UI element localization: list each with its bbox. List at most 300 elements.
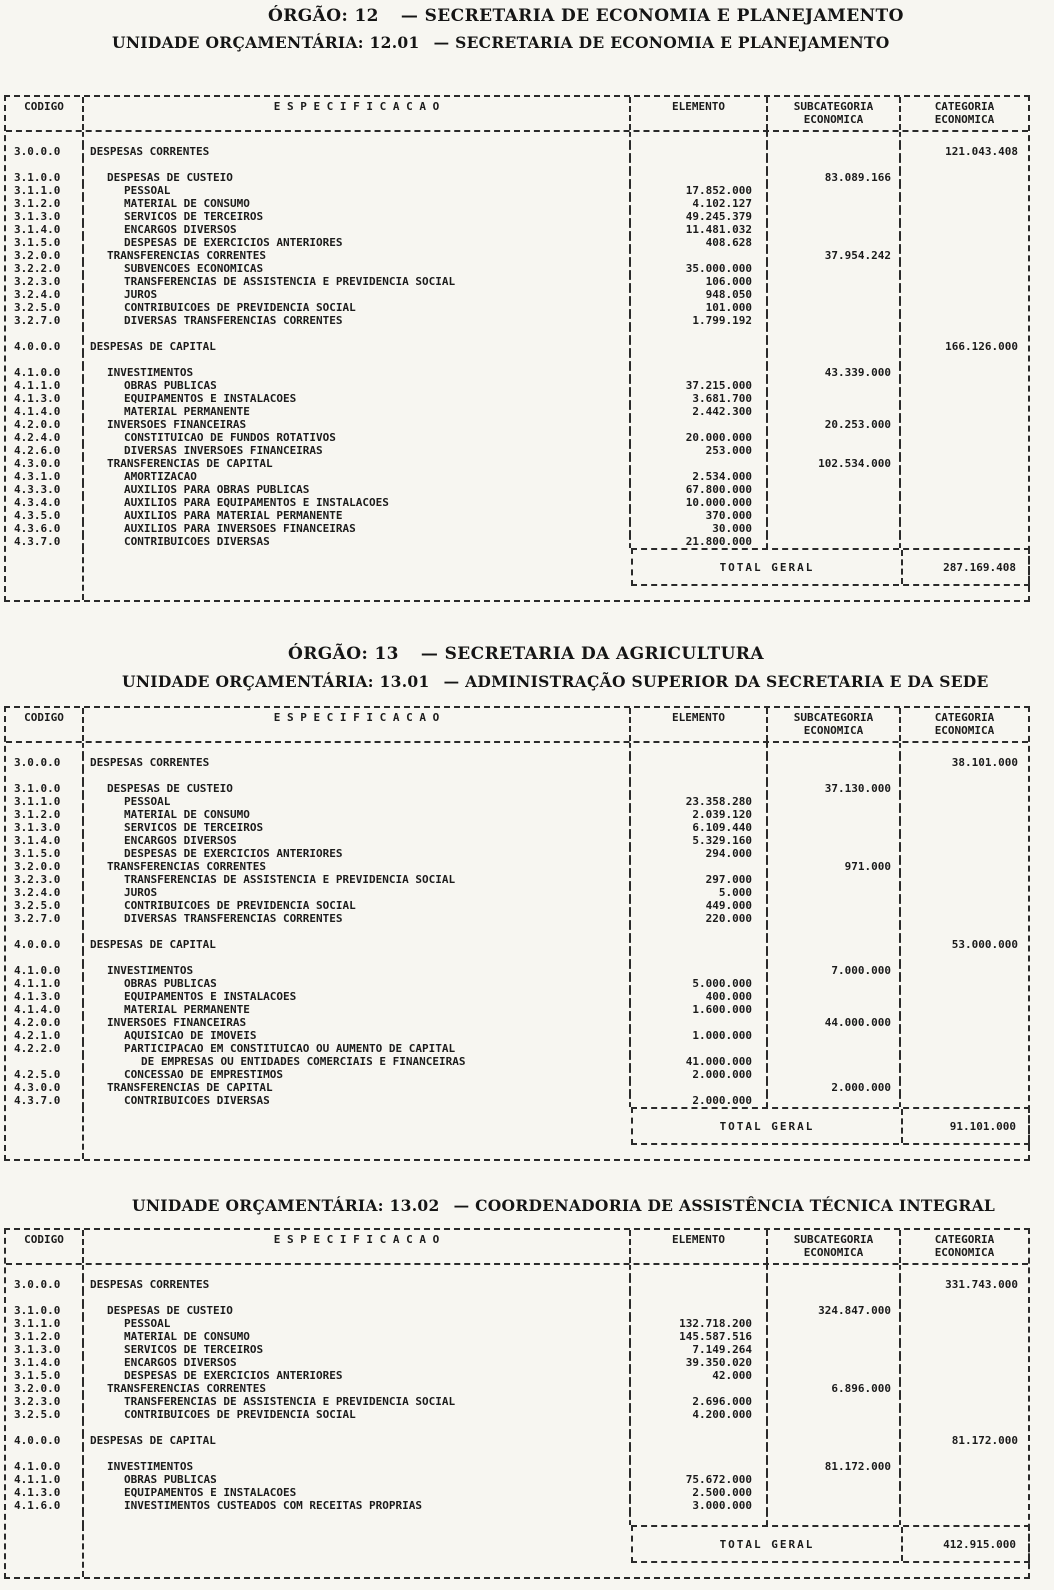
row-categoria xyxy=(899,990,1028,1003)
row-categoria xyxy=(899,184,1028,197)
table-row xyxy=(6,1395,1028,1408)
row-especificacao: TRANSFERENCIAS DE ASSISTENCIA E PREVIDENCIA SOCIAL xyxy=(82,275,629,288)
row-code: 4.1.4.0 xyxy=(14,405,61,418)
table1-foot xyxy=(6,548,1028,600)
row-especificacao: ENCARGOS DIVERSOS xyxy=(82,1356,629,1369)
table-row xyxy=(6,288,1028,301)
row-code: 4.1.3.0 xyxy=(14,392,61,405)
row-subcategoria xyxy=(766,132,899,145)
row-categoria xyxy=(899,886,1028,899)
row-code: 3.1.3.0 xyxy=(14,821,61,834)
row-categoria xyxy=(899,1304,1028,1317)
table-row xyxy=(6,1068,1028,1081)
row-categoria xyxy=(899,1068,1028,1081)
table-row xyxy=(6,743,1028,756)
row-code: 4.1.0.0 xyxy=(14,964,61,977)
table-row xyxy=(6,899,1028,912)
row-elemento: 2.039.120 xyxy=(629,808,766,821)
row-especificacao: AUXILIOS PARA INVERSOES FINANCEIRAS xyxy=(82,522,629,535)
row-especificacao: MATERIAL DE CONSUMO xyxy=(82,197,629,210)
row-subcategoria: 81.172.000 xyxy=(766,1460,899,1473)
row-categoria xyxy=(899,1395,1028,1408)
row-especificacao: INVERSOES FINANCEIRAS xyxy=(82,1016,629,1029)
row-elemento: 5.329.160 xyxy=(629,834,766,847)
row-categoria xyxy=(899,1081,1028,1094)
row-subcategoria: 2.000.000 xyxy=(766,1081,899,1094)
row-categoria xyxy=(899,925,1028,938)
row-subcategoria xyxy=(766,535,899,548)
column-header-subcategoria: SUBCATEGORIA ECONOMICA xyxy=(766,97,899,130)
row-categoria xyxy=(899,444,1028,457)
row-elemento: 400.000 xyxy=(629,990,766,1003)
table-row xyxy=(6,171,1028,184)
row-code: 3.0.0.0 xyxy=(14,1278,61,1291)
row-categoria xyxy=(899,1343,1028,1356)
row-especificacao xyxy=(82,132,629,145)
row-subcategoria xyxy=(766,184,899,197)
row-code: 3.1.3.0 xyxy=(14,210,61,223)
row-categoria xyxy=(899,288,1028,301)
row-especificacao: DIVERSAS TRANSFERENCIAS CORRENTES xyxy=(82,912,629,925)
row-especificacao xyxy=(82,1265,629,1278)
table-row xyxy=(6,1421,1028,1434)
row-elemento xyxy=(629,1304,766,1317)
row-elemento xyxy=(629,158,766,171)
table3-total-box xyxy=(631,1525,1030,1563)
table-row xyxy=(6,158,1028,171)
row-categoria: 121.043.408 xyxy=(899,145,1028,158)
table-row xyxy=(6,327,1028,340)
table-row xyxy=(6,834,1028,847)
row-categoria xyxy=(899,132,1028,145)
section3-unidade-label: UNIDADE ORÇAMENTÁRIA: 13.02 xyxy=(132,1196,440,1215)
row-code: 4.0.0.0 xyxy=(14,938,61,951)
column-header-elemento: ELEMENTO xyxy=(629,1230,766,1263)
row-code: 4.3.7.0 xyxy=(14,1094,61,1107)
row-especificacao xyxy=(82,925,629,938)
table-row xyxy=(6,444,1028,457)
row-especificacao: DESPESAS DE EXERCICIOS ANTERIORES xyxy=(82,236,629,249)
row-elemento: 2.534.000 xyxy=(629,470,766,483)
row-especificacao xyxy=(82,353,629,366)
column-header-elemento: ELEMENTO xyxy=(629,708,766,741)
row-categoria xyxy=(899,1369,1028,1382)
row-elemento: 132.718.200 xyxy=(629,1317,766,1330)
row-code: 4.1.1.0 xyxy=(14,977,61,990)
row-categoria xyxy=(899,964,1028,977)
row-elemento xyxy=(629,145,766,158)
table-row xyxy=(6,340,1028,353)
row-especificacao: DESPESAS DE CAPITAL xyxy=(82,340,629,353)
row-code: 4.2.0.0 xyxy=(14,418,61,431)
table-row xyxy=(6,249,1028,262)
row-elemento: 35.000.000 xyxy=(629,262,766,275)
row-especificacao: SERVICOS DE TERCEIROS xyxy=(82,821,629,834)
row-subcategoria xyxy=(766,275,899,288)
row-code: 4.3.6.0 xyxy=(14,522,61,535)
table-row xyxy=(6,964,1028,977)
row-especificacao: EQUIPAMENTOS E INSTALACOES xyxy=(82,392,629,405)
row-code xyxy=(6,1055,82,1068)
row-subcategoria xyxy=(766,1421,899,1434)
row-subcategoria xyxy=(766,743,899,756)
row-code: 3.1.1.0 xyxy=(14,795,61,808)
row-elemento xyxy=(629,782,766,795)
row-categoria xyxy=(899,197,1028,210)
table2-header xyxy=(6,708,1028,743)
table-row xyxy=(6,353,1028,366)
row-categoria xyxy=(899,1317,1028,1330)
row-elemento xyxy=(629,1265,766,1278)
row-code: 3.2.4.0 xyxy=(14,288,61,301)
row-categoria xyxy=(899,1016,1028,1029)
row-subcategoria: 20.253.000 xyxy=(766,418,899,431)
row-elemento xyxy=(629,340,766,353)
row-elemento xyxy=(629,860,766,873)
row-especificacao: DESPESAS DE CUSTEIO xyxy=(82,782,629,795)
row-categoria xyxy=(899,1265,1028,1278)
row-categoria: 38.101.000 xyxy=(899,756,1028,769)
row-elemento: 23.358.280 xyxy=(629,795,766,808)
row-subcategoria xyxy=(766,925,899,938)
row-subcategoria xyxy=(766,158,899,171)
row-code: 4.2.5.0 xyxy=(14,1068,61,1081)
row-subcategoria xyxy=(766,808,899,821)
section2-unidade-label: UNIDADE ORÇAMENTÁRIA: 13.01 xyxy=(122,672,430,691)
row-categoria xyxy=(899,262,1028,275)
row-categoria xyxy=(899,405,1028,418)
row-categoria xyxy=(899,1473,1028,1486)
row-especificacao: INVERSOES FINANCEIRAS xyxy=(82,418,629,431)
row-especificacao: JUROS xyxy=(82,886,629,899)
table-row xyxy=(6,301,1028,314)
table-row xyxy=(6,1304,1028,1317)
total-geral-label: TOTAL GERAL xyxy=(719,1119,815,1133)
row-categoria xyxy=(899,1421,1028,1434)
row-subcategoria xyxy=(766,938,899,951)
row-especificacao: JUROS xyxy=(82,288,629,301)
row-elemento: 145.587.516 xyxy=(629,1330,766,1343)
row-code xyxy=(6,1512,82,1525)
row-elemento: 101.000 xyxy=(629,301,766,314)
row-elemento: 253.000 xyxy=(629,444,766,457)
table-row xyxy=(6,197,1028,210)
row-elemento: 67.800.000 xyxy=(629,483,766,496)
table-row xyxy=(6,262,1028,275)
row-code: 3.1.1.0 xyxy=(14,1317,61,1330)
row-elemento xyxy=(629,353,766,366)
row-code: 3.1.4.0 xyxy=(14,223,61,236)
row-code: 3.1.2.0 xyxy=(14,808,61,821)
row-subcategoria: 324.847.000 xyxy=(766,1304,899,1317)
row-subcategoria xyxy=(766,262,899,275)
row-elemento: 4.200.000 xyxy=(629,1408,766,1421)
row-especificacao: AUXILIOS PARA EQUIPAMENTOS E INSTALACOES xyxy=(82,496,629,509)
row-especificacao: DESPESAS DE CUSTEIO xyxy=(82,1304,629,1317)
row-code: 4.3.7.0 xyxy=(14,535,61,548)
row-subcategoria xyxy=(766,496,899,509)
row-elemento xyxy=(629,1016,766,1029)
table-row xyxy=(6,275,1028,288)
row-categoria xyxy=(899,210,1028,223)
row-code: 4.1.1.0 xyxy=(14,1473,61,1486)
row-elemento xyxy=(629,418,766,431)
row-code: 4.1.6.0 xyxy=(14,1499,61,1512)
table-row xyxy=(6,1447,1028,1460)
row-especificacao: OBRAS PUBLICAS xyxy=(82,379,629,392)
row-categoria xyxy=(899,301,1028,314)
table-row xyxy=(6,1512,1028,1525)
row-especificacao: PESSOAL xyxy=(82,184,629,197)
table-row xyxy=(6,821,1028,834)
row-categoria xyxy=(899,1055,1028,1068)
table-row xyxy=(6,379,1028,392)
row-especificacao: AUXILIOS PARA MATERIAL PERMANENTE xyxy=(82,509,629,522)
row-code: 3.1.4.0 xyxy=(14,1356,61,1369)
table-row xyxy=(6,1278,1028,1291)
row-elemento: 449.000 xyxy=(629,899,766,912)
column-header-especificacao: E S P E C I F I C A C A O xyxy=(82,97,629,130)
row-especificacao xyxy=(82,1291,629,1304)
table-row xyxy=(6,236,1028,249)
row-subcategoria xyxy=(766,1291,899,1304)
row-elemento: 41.000.000 xyxy=(629,1055,766,1068)
row-subcategoria xyxy=(766,145,899,158)
row-code: 3.2.5.0 xyxy=(14,1408,61,1421)
row-subcategoria xyxy=(766,483,899,496)
row-code: 4.1.3.0 xyxy=(14,990,61,1003)
row-especificacao: PARTICIPACAO EM CONSTITUICAO OU AUMENTO DE CAPITAL xyxy=(82,1042,629,1055)
column-header-subcategoria: SUBCATEGORIA ECONOMICA xyxy=(766,708,899,741)
row-elemento: 7.149.264 xyxy=(629,1343,766,1356)
section2-orgao-label: ÓRGÃO: 13 xyxy=(288,644,399,664)
row-subcategoria xyxy=(766,1265,899,1278)
codigo-divider-line xyxy=(82,1525,84,1577)
row-categoria xyxy=(899,1486,1028,1499)
row-code: 3.1.0.0 xyxy=(14,171,61,184)
row-subcategoria: 6.896.000 xyxy=(766,1382,899,1395)
row-elemento xyxy=(629,964,766,977)
row-categoria xyxy=(899,366,1028,379)
row-elemento xyxy=(629,951,766,964)
row-subcategoria xyxy=(766,1499,899,1512)
row-elemento: 20.000.000 xyxy=(629,431,766,444)
row-categoria: 166.126.000 xyxy=(899,340,1028,353)
row-code: 4.2.0.0 xyxy=(14,1016,61,1029)
row-especificacao: TRANSFERENCIAS DE CAPITAL xyxy=(82,1081,629,1094)
table-row xyxy=(6,1081,1028,1094)
row-especificacao: DESPESAS DE CAPITAL xyxy=(82,1434,629,1447)
row-subcategoria xyxy=(766,821,899,834)
row-subcategoria xyxy=(766,1369,899,1382)
row-categoria xyxy=(899,1029,1028,1042)
row-elemento: 2.500.000 xyxy=(629,1486,766,1499)
row-categoria: 53.000.000 xyxy=(899,938,1028,951)
row-especificacao: EQUIPAMENTOS E INSTALACOES xyxy=(82,990,629,1003)
row-code xyxy=(6,1447,82,1460)
table-row xyxy=(6,951,1028,964)
row-code: 3.1.3.0 xyxy=(14,1343,61,1356)
row-categoria xyxy=(899,1408,1028,1421)
section2-orgao-name: — SECRETARIA DA AGRICULTURA xyxy=(420,644,764,664)
row-subcategoria xyxy=(766,873,899,886)
row-especificacao: AQUISICAO DE IMOVEIS xyxy=(82,1029,629,1042)
row-especificacao: PESSOAL xyxy=(82,1317,629,1330)
row-categoria xyxy=(899,782,1028,795)
row-code: 3.1.5.0 xyxy=(14,1369,61,1382)
row-code: 3.2.0.0 xyxy=(14,249,61,262)
table-row xyxy=(6,990,1028,1003)
row-subcategoria xyxy=(766,431,899,444)
row-subcategoria xyxy=(766,301,899,314)
row-especificacao: INVESTIMENTOS xyxy=(82,1460,629,1473)
row-code xyxy=(6,743,82,756)
row-categoria xyxy=(899,912,1028,925)
row-code: 3.2.3.0 xyxy=(14,873,61,886)
row-code: 4.3.3.0 xyxy=(14,483,61,496)
row-categoria xyxy=(899,457,1028,470)
row-elemento: 42.000 xyxy=(629,1369,766,1382)
table-row xyxy=(6,1486,1028,1499)
row-especificacao: CONTRIBUICOES DE PREVIDENCIA SOCIAL xyxy=(82,1408,629,1421)
row-especificacao: TRANSFERENCIAS DE CAPITAL xyxy=(82,457,629,470)
row-categoria xyxy=(899,522,1028,535)
row-elemento: 37.215.000 xyxy=(629,379,766,392)
row-elemento: 2.696.000 xyxy=(629,1395,766,1408)
row-subcategoria: 7.000.000 xyxy=(766,964,899,977)
row-elemento: 2.000.000 xyxy=(629,1094,766,1107)
row-subcategoria xyxy=(766,522,899,535)
row-code: 4.1.3.0 xyxy=(14,1486,61,1499)
table-row xyxy=(6,1356,1028,1369)
row-categoria xyxy=(899,1382,1028,1395)
row-especificacao: TRANSFERENCIAS CORRENTES xyxy=(82,860,629,873)
row-elemento xyxy=(629,769,766,782)
row-elemento xyxy=(629,938,766,951)
column-header-categoria: CATEGORIA ECONOMICA xyxy=(899,1230,1028,1263)
table1-total-box xyxy=(631,548,1030,586)
row-subcategoria xyxy=(766,1395,899,1408)
row-especificacao: INVESTIMENTOS xyxy=(82,366,629,379)
row-subcategoria xyxy=(766,340,899,353)
row-code: 3.1.5.0 xyxy=(14,236,61,249)
row-subcategoria xyxy=(766,912,899,925)
row-elemento: 297.000 xyxy=(629,873,766,886)
row-subcategoria: 43.339.000 xyxy=(766,366,899,379)
row-subcategoria xyxy=(766,1486,899,1499)
row-code xyxy=(6,951,82,964)
row-subcategoria xyxy=(766,509,899,522)
row-categoria xyxy=(899,1460,1028,1473)
table-row xyxy=(6,405,1028,418)
row-elemento: 21.800.000 xyxy=(629,535,766,548)
row-categoria xyxy=(899,509,1028,522)
row-elemento: 370.000 xyxy=(629,509,766,522)
row-especificacao: EQUIPAMENTOS E INSTALACOES xyxy=(82,1486,629,1499)
row-subcategoria xyxy=(766,1029,899,1042)
table-row xyxy=(6,782,1028,795)
row-especificacao: SERVICOS DE TERCEIROS xyxy=(82,210,629,223)
row-especificacao: ENCARGOS DIVERSOS xyxy=(82,834,629,847)
total-geral-value: 91.101.000 xyxy=(949,1119,1016,1133)
row-code: 3.2.5.0 xyxy=(14,301,61,314)
table-row xyxy=(6,1094,1028,1107)
row-elemento: 1.000.000 xyxy=(629,1029,766,1042)
row-categoria xyxy=(899,418,1028,431)
table-row xyxy=(6,314,1028,327)
table-row xyxy=(6,1382,1028,1395)
row-elemento xyxy=(629,457,766,470)
table-row xyxy=(6,1291,1028,1304)
row-elemento: 1.799.192 xyxy=(629,314,766,327)
row-subcategoria xyxy=(766,990,899,1003)
codigo-divider-line xyxy=(82,1107,84,1159)
table-row xyxy=(6,1343,1028,1356)
row-code: 3.1.0.0 xyxy=(14,1304,61,1317)
row-elemento xyxy=(629,1434,766,1447)
row-elemento: 294.000 xyxy=(629,847,766,860)
row-elemento xyxy=(629,1460,766,1473)
row-code: 3.1.0.0 xyxy=(14,782,61,795)
row-code: 3.2.7.0 xyxy=(14,314,61,327)
row-code: 3.0.0.0 xyxy=(14,145,61,158)
row-elemento xyxy=(629,1447,766,1460)
row-code: 4.1.0.0 xyxy=(14,366,61,379)
row-especificacao: CONTRIBUICOES DIVERSAS xyxy=(82,1094,629,1107)
table-row xyxy=(6,470,1028,483)
row-subcategoria xyxy=(766,977,899,990)
section1-orgao-label: ÓRGÃO: 12 xyxy=(268,6,379,26)
table-row xyxy=(6,1016,1028,1029)
row-subcategoria xyxy=(766,379,899,392)
table3-foot xyxy=(6,1525,1028,1577)
row-code: 4.3.5.0 xyxy=(14,509,61,522)
row-code: 3.2.3.0 xyxy=(14,1395,61,1408)
section1-unidade-label: UNIDADE ORÇAMENTÁRIA: 12.01 xyxy=(112,33,420,52)
row-categoria xyxy=(899,431,1028,444)
row-code xyxy=(6,1265,82,1278)
table-row xyxy=(6,1473,1028,1486)
row-elemento xyxy=(629,756,766,769)
table-row xyxy=(6,1434,1028,1447)
row-subcategoria xyxy=(766,1042,899,1055)
row-code xyxy=(6,769,82,782)
row-especificacao: MATERIAL PERMANENTE xyxy=(82,405,629,418)
row-especificacao: DESPESAS CORRENTES xyxy=(82,756,629,769)
row-especificacao: INVESTIMENTOS xyxy=(82,964,629,977)
row-elemento xyxy=(629,1278,766,1291)
row-subcategoria xyxy=(766,1512,899,1525)
row-especificacao: ENCARGOS DIVERSOS xyxy=(82,223,629,236)
table-row xyxy=(6,457,1028,470)
row-especificacao xyxy=(82,1512,629,1525)
total-geral-label: TOTAL GERAL xyxy=(719,560,815,574)
row-categoria xyxy=(899,834,1028,847)
row-subcategoria xyxy=(766,1434,899,1447)
row-elemento xyxy=(629,1512,766,1525)
table-row xyxy=(6,886,1028,899)
row-code: 4.1.1.0 xyxy=(14,379,61,392)
row-especificacao: CONTRIBUICOES DE PREVIDENCIA SOCIAL xyxy=(82,899,629,912)
row-categoria xyxy=(899,496,1028,509)
row-code: 3.2.2.0 xyxy=(14,262,61,275)
table-row xyxy=(6,860,1028,873)
table-row xyxy=(6,1029,1028,1042)
row-categoria xyxy=(899,821,1028,834)
row-code xyxy=(6,925,82,938)
row-elemento: 948.050 xyxy=(629,288,766,301)
row-code: 3.2.4.0 xyxy=(14,886,61,899)
